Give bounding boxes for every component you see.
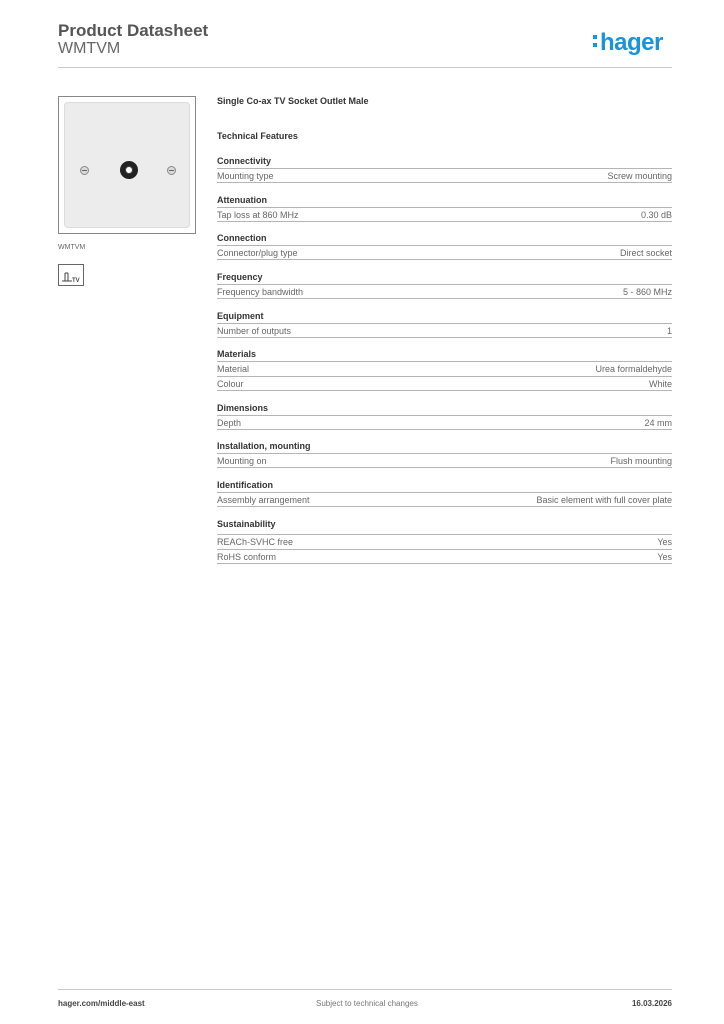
spec-group-title: Attenuation [217, 195, 267, 205]
brand-name: hager [600, 29, 663, 56]
spec-row [217, 323, 672, 338]
spec-row [217, 284, 672, 299]
spec-group-title: Materials [217, 349, 257, 359]
footer-website: hager.com/middle-east [58, 999, 145, 1008]
spec-key: Frequency bandwidth [217, 287, 304, 297]
spec-key: Tap loss at 860 MHz [217, 210, 299, 220]
product-image [58, 96, 196, 234]
footer-date: 16.03.2026 [631, 999, 672, 1008]
spec-value: White [648, 379, 672, 389]
spec-row [217, 534, 672, 549]
spec-row [217, 453, 672, 468]
page-subtitle: WMTVM [58, 40, 121, 57]
spec-group-title: Dimensions [217, 403, 269, 413]
spec-value: Urea formaldehyde [595, 364, 672, 374]
spec-group-title: Identification [217, 480, 273, 490]
spec-group-title: Equipment [217, 311, 264, 321]
left-screw-icon [80, 166, 89, 175]
spec-group-title: Installation, mounting [217, 441, 311, 451]
socket-plate [64, 102, 190, 228]
spec-row [217, 207, 672, 222]
spec-key: RoHS conform [217, 552, 277, 562]
spec-row [217, 376, 672, 391]
spec-row [217, 492, 672, 507]
spec-group-title: Sustainability [217, 519, 276, 529]
spec-group-title: Frequency [217, 272, 263, 282]
tv-symbol-icon [58, 264, 84, 286]
spec-key: Material [217, 364, 250, 374]
header-divider [58, 67, 672, 68]
image-caption: WMTVM [58, 244, 86, 251]
right-screw-icon [167, 166, 176, 175]
spec-value: Basic element with full cover plate [536, 495, 672, 505]
spec-value: 1 [666, 326, 672, 336]
spec-value: 5 - 860 MHz [622, 287, 672, 297]
spec-value: Flush mounting [610, 456, 672, 466]
spec-row [217, 549, 672, 564]
spec-key: Number of outputs [217, 326, 292, 336]
spec-row [217, 415, 672, 430]
spec-key: Mounting on [217, 456, 267, 466]
spec-row [217, 168, 672, 183]
page-title: Product Datasheet [58, 21, 209, 40]
spec-row [217, 361, 672, 376]
spec-group-title: Connectivity [217, 156, 272, 166]
spec-key: Colour [217, 379, 244, 389]
spec-value: Direct socket [619, 248, 672, 258]
spec-row [217, 245, 672, 260]
spec-key: Mounting type [217, 171, 274, 181]
spec-key: Assembly arrangement [217, 495, 310, 505]
spec-value: Yes [657, 537, 672, 547]
spec-key: Depth [217, 418, 242, 428]
spec-group-title: Connection [217, 233, 267, 243]
logo-dots-icon [593, 29, 598, 49]
spec-value: 24 mm [644, 418, 672, 428]
footer-divider [58, 989, 672, 990]
spec-value: Screw mounting [607, 171, 672, 181]
product-name: Single Co-ax TV Socket Outlet Male [217, 96, 369, 106]
brand-logo [593, 29, 663, 57]
footer-notice: Subject to technical changes [316, 999, 418, 1008]
spec-value: Yes [657, 552, 672, 562]
coax-socket-icon [120, 161, 138, 179]
spec-key: REACh-SVHC free [217, 537, 294, 547]
spec-value: 0.30 dB [640, 210, 672, 220]
spec-key: Connector/plug type [217, 248, 298, 258]
tv-symbol-label: TV [72, 278, 80, 284]
technical-features-heading: Technical Features [217, 131, 298, 141]
